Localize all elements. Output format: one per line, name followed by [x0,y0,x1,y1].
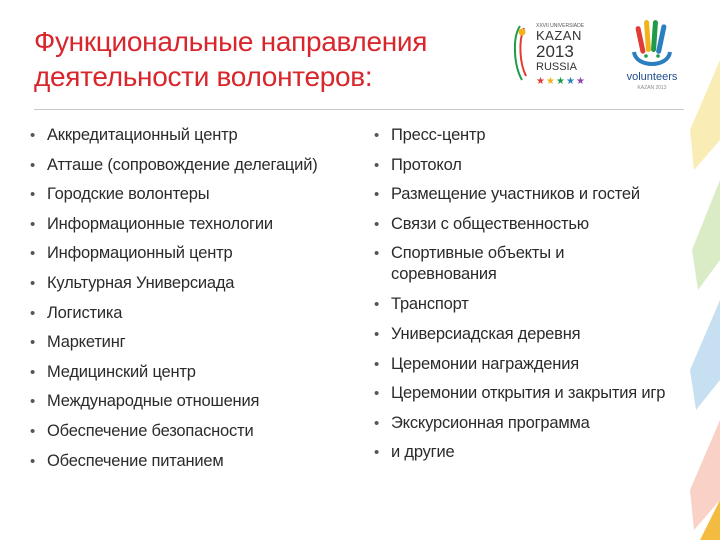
bullet: • [374,444,380,462]
list-item [30,332,355,362]
bullet: • [374,296,380,314]
bullet: • [374,385,380,403]
universiade-year: 2013 [536,42,574,61]
divider-line [34,109,684,110]
bullet: • [30,334,36,352]
volunteers-logo [616,16,688,92]
bullet: • [374,156,380,174]
stars-row [536,76,585,87]
list-item-label: Церемонии открытия и закрытия игр [391,384,666,403]
list-item-label: Спортивные объекты и соревнования [391,244,565,284]
svg-text:★: ★ [536,76,545,87]
list-item-label: Атташе (сопровождение делегаций) [47,155,318,174]
bullet: • [374,215,380,233]
svg-text:★: ★ [566,76,575,87]
list-item-label: Пресс-центр [391,126,486,144]
list-item [374,413,694,443]
list-item [374,294,694,324]
list-item-label: Транспорт [391,295,469,314]
list-item [30,421,355,451]
list-item [374,125,694,155]
list-item-label: Универсиадская деревня [391,324,581,343]
bullet: • [374,414,380,432]
list-item-label: Протокол [391,155,462,174]
list-item [374,383,694,413]
list-item-label: Информационный центр [47,244,233,263]
svg-text:★: ★ [576,76,585,87]
list-item [30,391,355,421]
volunteers-sub: KAZAN 2013 [637,85,667,91]
list-item-label: Обеспечение питанием [47,451,224,470]
universiade-logo [508,18,598,90]
list-item [374,184,694,214]
list-item [30,125,355,155]
title-line-2: деятельности волонтеров: [34,61,373,92]
right-list [374,125,694,472]
bullet: • [30,363,36,381]
bullet: • [30,127,36,144]
list-item-label: Обеспечение безопасности [47,421,254,440]
bullet: • [30,304,36,322]
bullet: • [30,245,36,263]
bullet: • [30,422,36,440]
list-item-label: Экскурсионная программа [391,413,590,432]
title-line-1: Функциональные направления [34,26,428,57]
bullet: • [374,325,380,343]
list-item-label: Связи с общественностью [391,214,589,233]
list-item [374,155,694,185]
list-item [374,214,694,244]
bullet: • [374,127,380,144]
list-item [374,354,694,384]
list-item-label: Городские волонтеры [47,185,210,204]
list-item-label: Маркетинг [47,333,126,352]
list-item [30,362,355,392]
bullet: • [30,452,36,470]
left-list [30,125,355,480]
bullet: • [374,186,380,204]
bullet: • [30,186,36,204]
decorative-stripes [680,0,720,540]
list-item [30,184,355,214]
list-item-label: Медицинский центр [47,362,196,381]
bullet: • [30,393,36,411]
svg-text:★: ★ [556,76,565,87]
list-item-label: Культурная Универсиада [47,273,235,292]
page-title [34,24,474,94]
list-item-label: Информационные технологии [47,214,273,233]
bullet: • [30,274,36,292]
bullet: • [374,245,380,263]
list-item-label: и другие [391,443,455,462]
list-item [374,243,694,294]
universiade-small-text: XXVII UNIVERSIADE [536,23,585,29]
list-item-label: Церемонии награждения [391,354,579,373]
universiade-city: KAZAN [536,28,582,43]
list-item-label: Международные отношения [47,392,260,411]
list-item-label: Аккредитационный центр [47,126,238,144]
universiade-country: RUSSIA [536,61,577,73]
svg-text:★: ★ [546,76,555,87]
list-item [30,273,355,303]
list-item [30,303,355,333]
list-item [30,243,355,273]
bullet: • [374,355,380,373]
bullet: • [30,215,36,233]
list-item-label: Логистика [47,303,123,322]
list-item-label: Размещение участников и гостей [391,185,640,204]
list-item [374,324,694,354]
list-item [30,214,355,244]
list-item [30,155,355,185]
bullet: • [30,156,36,174]
list-item [30,451,355,481]
volunteers-name: volunteers [626,71,678,83]
list-item [374,442,694,472]
